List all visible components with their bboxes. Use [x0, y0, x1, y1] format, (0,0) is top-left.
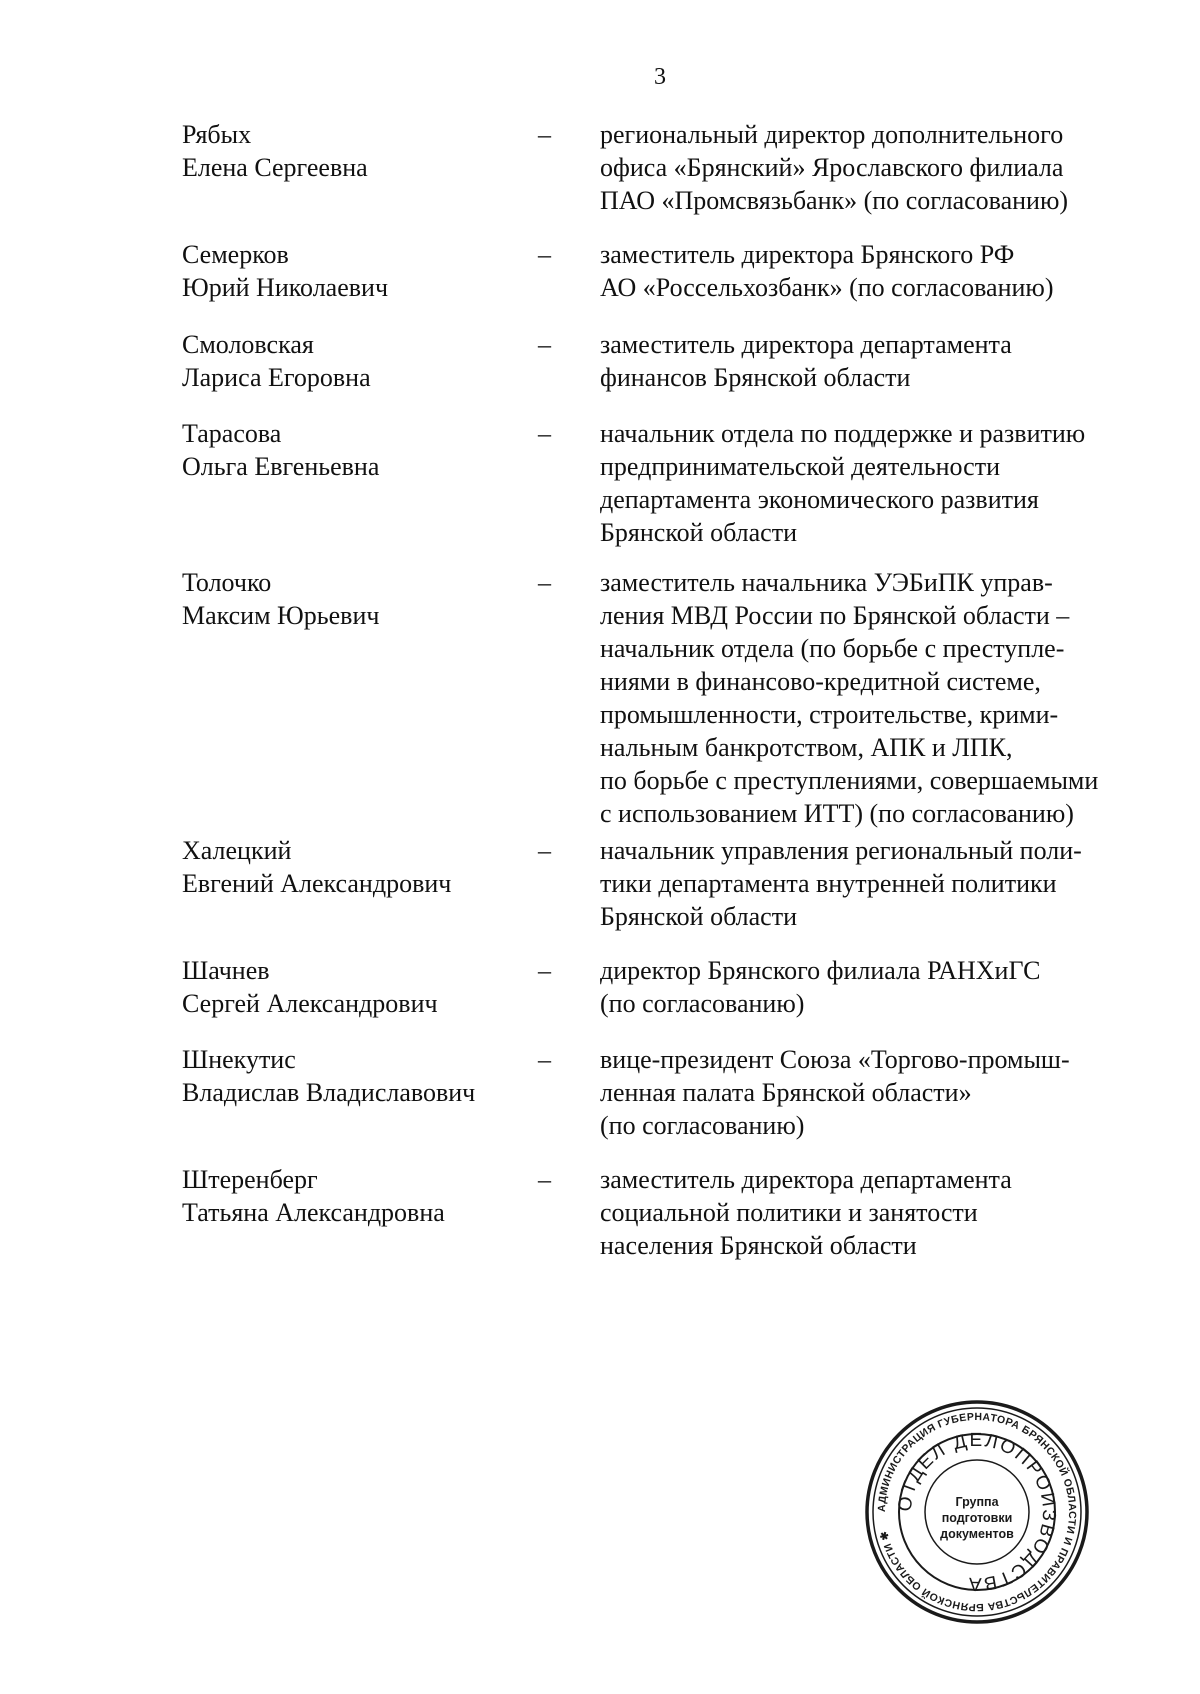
member-name-line: Рябых	[182, 120, 252, 149]
member-name	[182, 1163, 522, 1229]
member-name-line: Шнекутис	[182, 1045, 296, 1074]
member-role-line: департамента экономического развития	[600, 485, 1039, 514]
member-name-line: Штеренберг	[182, 1165, 318, 1194]
member-role-line: заместитель директора департамента	[600, 330, 1012, 359]
member-name-line: Лариса Егоровна	[182, 363, 371, 392]
member-role-line: начальник отдела (по борьбе с преступле-	[600, 634, 1065, 663]
member-name-line: Халецкий	[182, 836, 292, 865]
member-name-line: Владислав Владиславович	[182, 1078, 476, 1107]
separator-dash: –	[538, 836, 551, 865]
member-role-line: ниями в финансово-кредитной системе,	[600, 667, 1041, 696]
member-name	[182, 238, 522, 304]
member-name-line: Смоловская	[182, 330, 314, 359]
separator-dash: –	[538, 240, 551, 269]
official-stamp	[863, 1398, 1091, 1626]
member-role-line: промышленности, строительстве, крими-	[600, 700, 1059, 729]
member-name	[182, 834, 522, 900]
member-name-line: Максим Юрьевич	[182, 601, 380, 630]
member-name-line: Толочко	[182, 568, 272, 597]
member-role-line: ПАО «Промсвязьбанк» (по согласованию)	[600, 186, 1069, 215]
member-role-line: Брянской области	[600, 902, 797, 931]
member-role-line: Брянской области	[600, 518, 797, 547]
member-role	[600, 1163, 1150, 1262]
member-name	[182, 118, 522, 184]
separator-dash: –	[538, 1165, 551, 1194]
member-name	[182, 1043, 522, 1109]
member-role	[600, 417, 1150, 549]
member-role-line: ления МВД России по Брянской области –	[600, 601, 1070, 630]
member-role-line: с использованием ИТТ) (по согласованию)	[600, 799, 1074, 828]
member-role-line: нальным банкротством, АПК и ЛПК,	[600, 733, 1013, 762]
separator-dash: –	[538, 1045, 551, 1074]
member-role	[600, 834, 1150, 933]
member-name	[182, 954, 522, 1020]
member-name-line: Сергей Александрович	[182, 989, 438, 1018]
member-role-line: начальник отдела по поддержке и развитию	[600, 419, 1086, 448]
member-name-line: Тарасова	[182, 419, 282, 448]
svg-text:АДМИНИСТРАЦИЯ ГУБЕРНАТОРА БРЯН: АДМИНИСТРАЦИЯ ГУБЕРНАТОРА БРЯНСКОЙ ОБЛАСТИ И ПРАВИТЕЛЬСТВА БРЯНСКОЙ ОБЛАСТИ ✱	[875, 1410, 1079, 1614]
member-role-line: начальник управления региональный поли-	[600, 836, 1082, 865]
member-role	[600, 954, 1150, 1020]
member-role-line: региональный директор дополнительного	[600, 120, 1064, 149]
member-role	[600, 328, 1150, 394]
separator-dash: –	[538, 956, 551, 985]
member-name	[182, 328, 522, 394]
member-role-line: по борьбе с преступлениями, совершаемыми	[600, 766, 1099, 795]
svg-text:подготовки: подготовки	[941, 1511, 1013, 1525]
member-name-line: Шачнев	[182, 956, 270, 985]
member-role-line: социальной политики и занятости	[600, 1198, 978, 1227]
svg-text:документов: документов	[940, 1527, 1014, 1541]
member-role-line: (по согласованию)	[600, 1111, 805, 1140]
separator-dash: –	[538, 419, 551, 448]
member-role	[600, 566, 1150, 830]
member-name-line: Юрий Николаевич	[182, 273, 389, 302]
member-role-line: заместитель директора департамента	[600, 1165, 1012, 1194]
page-number: 3	[654, 64, 666, 90]
member-role	[600, 1043, 1150, 1142]
svg-text:ОТДЕЛ ДЕЛОПРОИЗВОДСТВА: ОТДЕЛ ДЕЛОПРОИЗВОДСТВА	[894, 1429, 1060, 1595]
member-name-line: Татьяна Александровна	[182, 1198, 445, 1227]
member-name-line: Елена Сергеевна	[182, 153, 368, 182]
member-name	[182, 566, 522, 632]
member-role-line: заместитель начальника УЭБиПК управ-	[600, 568, 1053, 597]
separator-dash: –	[538, 120, 551, 149]
member-role-line: АО «Россельхозбанк» (по согласованию)	[600, 273, 1054, 302]
svg-text:Группа: Группа	[955, 1495, 999, 1509]
member-role-line: предпринимательской деятельности	[600, 452, 1000, 481]
member-role-line: тики департамента внутренней политики	[600, 869, 1057, 898]
member-role-line: заместитель директора Брянского РФ	[600, 240, 1015, 269]
member-role-line: населения Брянской области	[600, 1231, 917, 1260]
member-name	[182, 417, 522, 483]
member-name-line: Ольга Евгеньевна	[182, 452, 380, 481]
member-role	[600, 118, 1150, 217]
member-role-line: вице-президент Союза «Торгово-промыш-	[600, 1045, 1070, 1074]
member-name-line: Евгений Александрович	[182, 869, 452, 898]
member-role-line: финансов Брянской области	[600, 363, 911, 392]
member-role	[600, 238, 1150, 304]
separator-dash: –	[538, 568, 551, 597]
member-role-line: ленная палата Брянской области»	[600, 1078, 972, 1107]
member-name-line: Семерков	[182, 240, 289, 269]
member-role-line: офиса «Брянский» Ярославского филиала	[600, 153, 1064, 182]
separator-dash: –	[538, 330, 551, 359]
member-role-line: (по согласованию)	[600, 989, 805, 1018]
member-role-line: директор Брянского филиала РАНХиГС	[600, 956, 1041, 985]
